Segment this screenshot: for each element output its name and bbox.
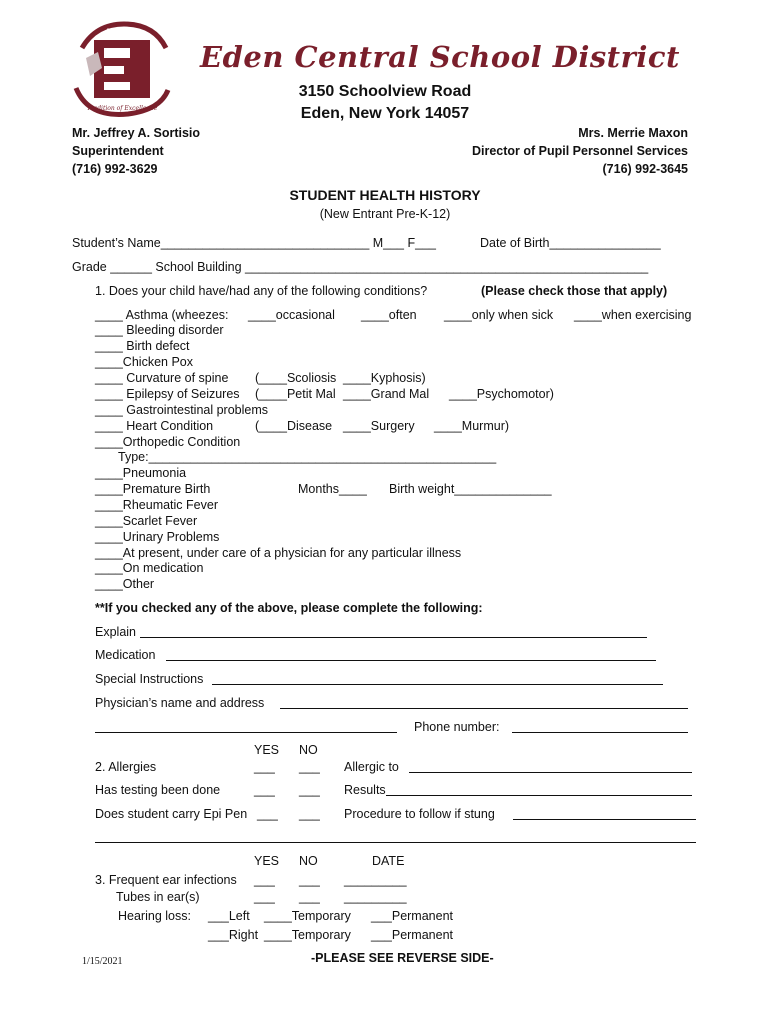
cond-gastro[interactable]: ____ Gastrointestinal problems [95, 403, 269, 417]
footer-date: 1/15/2021 [82, 956, 123, 967]
cond-pneumonia[interactable]: ____Pneumonia [95, 466, 187, 480]
cond-chicken-pox[interactable]: ____Chicken Pox [95, 355, 193, 369]
cond-scarlet[interactable]: ____Scarlet Fever [95, 514, 198, 528]
hearing-right-permanent[interactable]: ___Permanent [371, 928, 454, 942]
premature-months-field[interactable]: Months____ [298, 482, 367, 496]
procedure-field-continued[interactable] [95, 842, 696, 843]
superintendent-phone: (716) 992-3629 [72, 162, 158, 176]
hearing-loss-label: Hearing loss: [118, 909, 191, 923]
special-instructions-label: Special Instructions [95, 672, 204, 686]
cond-psychomotor[interactable]: ____Psychomotor) [449, 387, 554, 401]
explain-label: Explain [95, 625, 136, 639]
cond-birth-defect[interactable]: ____ Birth defect [95, 339, 190, 353]
hearing-left-permanent[interactable]: ___Permanent [371, 909, 454, 923]
physician-field[interactable] [280, 708, 688, 709]
hearing-left[interactable]: ___Left [208, 909, 250, 923]
results-field[interactable] [386, 795, 692, 796]
cond-curvature[interactable]: ____ Curvature of spine [95, 371, 229, 385]
director-name: Mrs. Merrie Maxon [578, 126, 688, 140]
cond-other[interactable]: ____Other [95, 577, 155, 591]
director-title: Director of Pupil Personnel Services [471, 144, 688, 158]
superintendent-title: Superintendent [72, 144, 164, 158]
has-testing-no[interactable]: ___ [299, 783, 320, 797]
has-testing-yes[interactable]: ___ [254, 783, 275, 797]
cond-petit-mal[interactable]: (____Petit Mal [255, 387, 336, 401]
cond-urinary[interactable]: ____Urinary Problems [95, 530, 220, 544]
cond-heart[interactable]: ____ Heart Condition [95, 419, 214, 433]
form-title: STUDENT HEALTH HISTORY [289, 187, 481, 203]
school-logo [68, 18, 178, 120]
procedure-field[interactable] [513, 819, 696, 820]
student-name-field[interactable]: Student’s Name______________________________ M___ F___ [72, 236, 436, 250]
director-phone: (716) 992-3645 [602, 162, 688, 176]
cond-kyphosis[interactable]: ____Kyphosis) [343, 371, 426, 385]
address-line1: 3150 Schoolview Road [298, 83, 472, 100]
hearing-date-header: DATE [372, 854, 405, 868]
address-line2: Eden, New York 14057 [300, 105, 470, 122]
cond-heart-surgery[interactable]: ____Surgery [343, 419, 415, 433]
tubes-label: Tubes in ear(s) [116, 890, 200, 904]
cond-asthma-occasional[interactable]: ____occasional [248, 308, 335, 322]
cond-rheumatic[interactable]: ____Rheumatic Fever [95, 498, 218, 512]
logo-text: EDEN [106, 28, 134, 38]
hearing-right-temporary[interactable]: ____Temporary [264, 928, 351, 942]
cond-premature[interactable]: ____Premature Birth [95, 482, 211, 496]
phone-number-label: Phone number: [414, 720, 500, 734]
hearing-left-temporary[interactable]: ____Temporary [264, 909, 351, 923]
cond-orthopedic[interactable]: ____Orthopedic Condition [95, 435, 241, 449]
cond-epilepsy[interactable]: ____ Epilepsy of Seizures [95, 387, 240, 401]
allergic-to-field[interactable] [409, 772, 692, 773]
cond-scoliosis[interactable]: (____Scoliosis [255, 371, 337, 385]
grade-school-field[interactable]: Grade ______ School Building __________________________________________________________ [72, 260, 649, 274]
cond-on-medication[interactable]: ____On medication [95, 561, 204, 575]
tubes-date[interactable]: _________ [344, 890, 407, 904]
cond-bleeding[interactable]: ____ Bleeding disorder [95, 323, 224, 337]
results-label: Results [344, 783, 386, 797]
form-subtitle: (New Entrant Pre-K-12) [319, 207, 451, 221]
premature-weight-field[interactable]: Birth weight______________ [389, 482, 552, 496]
cond-asthma-often[interactable]: ____often [361, 308, 417, 322]
tubes-no[interactable]: ___ [299, 890, 320, 904]
cond-physician-care[interactable]: ____At present, under care of a physician for any particular illness [95, 546, 462, 560]
hearing-yes-header: YES [254, 854, 280, 868]
cond-heart-murmur[interactable]: ____Murmur) [434, 419, 510, 433]
explain-field[interactable] [140, 637, 647, 638]
medication-field[interactable] [166, 660, 656, 661]
ear-infections-date[interactable]: _________ [344, 873, 407, 887]
cond-asthma-exercising[interactable]: ____when exercising [574, 308, 692, 322]
allergies-yes[interactable]: ___ [254, 760, 275, 774]
ear-infections-label: 3. Frequent ear infections [95, 873, 237, 887]
phone-number-field[interactable] [512, 732, 688, 733]
school-name: Eden Central School District [200, 40, 680, 74]
special-instructions-field[interactable] [212, 684, 663, 685]
question-1: 1. Does your child have/had any of the following conditions? [95, 284, 428, 298]
allergy-yes-header: YES [254, 743, 280, 757]
medication-label: Medication [95, 648, 156, 662]
cond-grand-mal[interactable]: ____Grand Mal [343, 387, 430, 401]
allergies-no[interactable]: ___ [299, 760, 320, 774]
orthopedic-type-field[interactable]: Type:__________________________________________________ [118, 450, 497, 464]
logo-motto: Tradition of Excellence [86, 105, 158, 112]
question-1-note: (Please check those that apply) [481, 284, 668, 298]
epi-pen-no[interactable]: ___ [299, 807, 320, 821]
date-of-birth-field[interactable]: Date of Birth________________ [480, 236, 661, 250]
cond-asthma-sick[interactable]: ____only when sick [444, 308, 554, 322]
epi-pen-yes[interactable]: ___ [257, 807, 278, 821]
has-testing-label: Has testing been done [95, 783, 221, 797]
physician-label: Physician’s name and address [95, 696, 265, 710]
allergy-no-header: NO [299, 743, 318, 757]
superintendent-name: Mr. Jeffrey A. Sortisio [72, 126, 201, 140]
hearing-no-header: NO [299, 854, 318, 868]
hearing-right[interactable]: ___Right [208, 928, 259, 942]
epi-pen-label: Does student carry Epi Pen [95, 807, 248, 821]
tubes-yes[interactable]: ___ [254, 890, 275, 904]
if-checked-note: **If you checked any of the above, please complete the following: [95, 601, 483, 615]
cond-heart-disease[interactable]: (____Disease [255, 419, 333, 433]
allergic-to-label: Allergic to [344, 760, 399, 774]
allergies-label: 2. Allergies [95, 760, 157, 774]
cond-asthma[interactable]: ____ Asthma (wheezes: [95, 308, 229, 322]
ear-infections-yes[interactable]: ___ [254, 873, 275, 887]
ear-infections-no[interactable]: ___ [299, 873, 320, 887]
procedure-label: Procedure to follow if stung [344, 807, 495, 821]
footer-reverse-note: -PLEASE SEE REVERSE SIDE- [311, 951, 494, 965]
physician-address-field[interactable] [95, 732, 397, 733]
